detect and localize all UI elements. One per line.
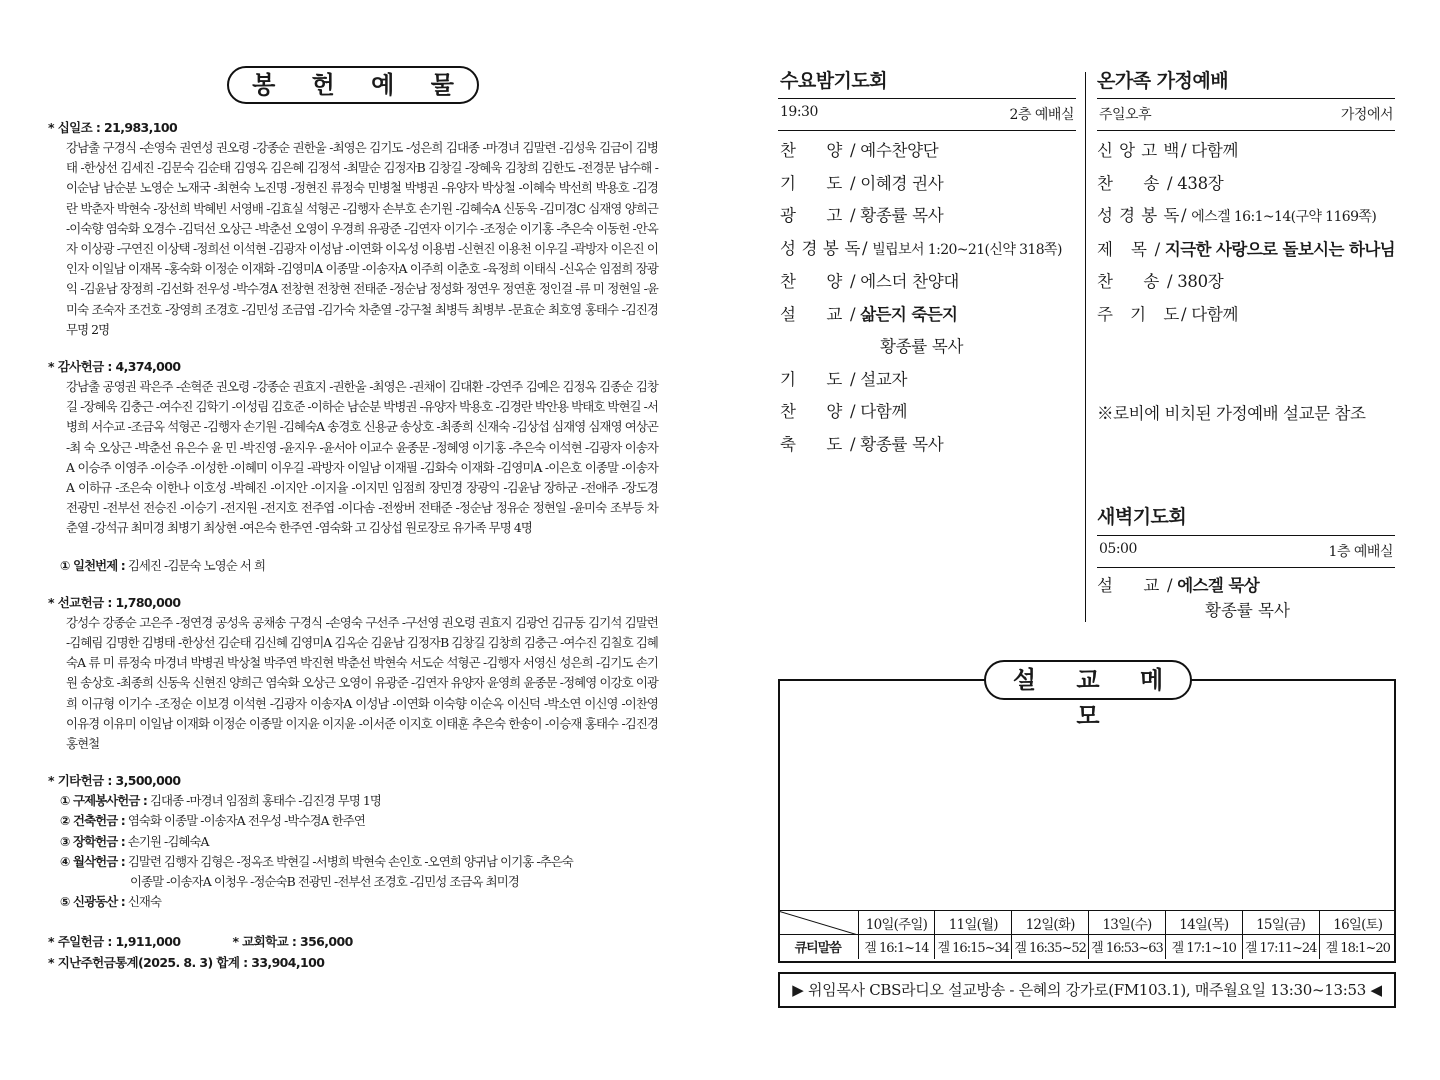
wed-label: 찬 양 [780,272,842,291]
qt-passage: 겔 17:11~24 [1242,935,1319,959]
family-row [1097,168,1395,201]
radio-broadcast-banner: ▶ 위임목사 CBS라디오 설교방송 - 은혜의 강가로(FM103.1), 매주월요일 13:30~13:53 ◀ [778,972,1396,1008]
family-value: / 에스겔 16:1~14(구약 1169쪽) [1181,206,1377,225]
other-item [48,892,658,912]
qt-passage: 겔 16:53~63 [1089,935,1166,959]
family-value: / 지극한 사랑으로 돌보시는 하나님 [1154,239,1395,259]
building-names: 염숙화 이종말 -이송자A 전우성 -박수경A 한주연 [127,813,365,829]
mission-names: 강성수 강종순 고은주 -정연경 공성욱 공채송 구경식 -손영숙 구선주 -구선영 권오령 권효지 김광언 김규동 김기석 김말련 -김혜림 김명한 김병태 -한상선 김순태 김신혜 김영미A 김옥순 김윤남 김정자B 김창길 김창희 김충근 -여수진 김칠호 김혜숙A 류 미 류정숙 마경녀 박병권 박상철 박주연 박진현 박춘선 박현숙 서도순 석형곤 -김행자 서영신 성은희 -김기도 손기원 송상호 -최종희 신동욱 신현진 양희근 염숙화 오상근 오영이 유광준 -김연자 유양자 윤영희 윤종문 -정혜영 이강호 이광희 이규형 이기수 -조정순 이보경 이석현 -김광자 이송자A 이성남 -이연화 이숙향 이순옥 이신덕 -박소연 이신영 -이찬영 이유경 이유미 이일남 이재화 이정순 이종말 이지윤 이지윤 -이서준 이지호 이태훈 추은숙 한송이 -이승재 홍태수 -김진경 홍현철 [66,614,658,752]
family-title: 온가족 가정예배 [1097,70,1229,92]
first-thousand-section [48,556,658,576]
dawn-place: 1층 예배실 [1328,544,1393,560]
other-item [48,811,658,831]
wed-value: / 이혜경 권사 [850,173,944,193]
tithe-heading: * 십일조 : 21,983,100 [48,120,178,135]
wed-row [780,266,1076,299]
first-thousand-line [48,556,658,576]
family-value: / 380장 [1167,272,1224,291]
qt-day: 12일(화) [1012,911,1089,935]
scholarship-label: ③ 장학헌금 : [60,833,125,849]
other-section [48,771,658,912]
wed-label: 기 도 [780,369,842,389]
offering-title: 봉 헌 예 물 [227,66,479,104]
wednesday-meta [778,98,1076,131]
family-label: 주 기 도 [1097,304,1179,324]
qt-day: 13일(수) [1089,911,1166,935]
family-value: / 다함께 [1181,141,1239,160]
wed-value: / 다함께 [850,402,908,421]
qt-day: 15일(금) [1242,911,1319,935]
qt-corner-cell [778,911,858,935]
family-row [1097,234,1395,267]
qt-passages-row [778,935,1396,959]
other-item [48,852,658,892]
qt-day: 11일(월) [935,911,1012,935]
qt-days-row [778,911,1396,935]
wednesday-title: 수요밤기도회 [780,70,888,92]
qt-passage: 겔 16:15~34 [935,935,1012,959]
dawn-order [1097,568,1395,624]
last-week-total: * 지난주헌금통계(2025. 8. 3) 합계 : 33,904,100 [48,954,325,970]
family-label: 찬 송 [1097,272,1159,291]
family-row [1097,299,1395,332]
wed-label: 찬 양 [780,141,842,160]
qt-day: 14일(목) [1165,911,1242,935]
mission-section [48,593,658,754]
qt-day: 16일(토) [1319,911,1396,935]
wed-row [780,396,1076,429]
family-order [1097,131,1395,331]
other-item [48,791,658,811]
monthly-names-cont: 이종말 -이송자A 이청우 -정순숙B 전광민 -전부선 조경호 -김민성 조금옥 최미경 [130,874,519,890]
wed-value: / 황종률 목사 [850,434,944,454]
wednesday-place: 2층 예배실 [1009,107,1074,123]
wed-row [780,168,1076,201]
dawn-time: 05:00 [1099,541,1137,557]
sermon-memo-title: 설 교 메 모 [984,660,1192,700]
wed-row [780,233,1076,267]
sunday-school-line [48,931,658,952]
family-value: / 438장 [1167,173,1224,193]
dawn-prayer-section [1097,502,1395,624]
wed-label: 광 고 [780,206,842,225]
wed-label: 성 경 봉 독 [780,238,860,258]
tithe-section [48,118,658,340]
monthly-names: 김말련 김행자 김형은 -정옥조 박현길 -서병희 박현숙 손인호 -오연희 양귀남 이기홍 -추은숙 [127,853,573,869]
first-thousand-label: ① 일천번제 : [60,557,125,573]
scholarship-names: 손기원 -김혜숙A [127,833,209,849]
family-value: / 다함께 [1181,304,1239,324]
family-worship-section [1097,66,1395,331]
wed-label: 설 교 [780,304,842,324]
wed-label: 기 도 [780,173,842,193]
family-row [1097,200,1395,234]
wednesday-order [778,131,1076,461]
other-heading: * 기타헌금 : 3,500,000 [48,773,181,789]
wednesday-section [778,66,1076,461]
family-label: 신 앙 고 백 [1097,141,1179,160]
dawn-sermon-row [1097,574,1395,598]
wed-label: 축 도 [780,434,842,454]
school-offering: * 교회학교 : 356,000 [232,933,353,949]
sunday-offering: * 주일헌금 : 1,911,000 [48,933,181,949]
first-thousand-names: 김세진 -김문숙 노영순 서 희 [127,557,266,573]
wed-row [780,200,1076,233]
relief-label: ① 구제봉사헌금 : [60,793,147,809]
thanks-heading: * 감사헌금 : 4,374,000 [48,359,181,375]
offering-column [48,66,658,973]
thanks-section [48,357,658,539]
family-label: 성 경 봉 독 [1097,206,1179,225]
family-meta [1097,98,1395,131]
family-place: 가정에서 [1340,107,1393,123]
monthly-label: ④ 월삭헌금 : [60,853,125,869]
wednesday-time: 19:30 [780,104,818,120]
shingwang-label: ⑤ 신광동산 : [60,894,125,910]
wed-preacher: 황종률 목사 [880,337,964,356]
family-row [1097,266,1395,299]
family-note: ※로비에 비치된 가정예배 설교문 참조 [1097,404,1366,423]
wed-row [780,429,1076,462]
wed-value: / 예수찬양단 [850,141,939,160]
qt-day: 10일(주일) [858,911,935,935]
qt-table [778,910,1396,959]
family-label: 찬 송 [1097,173,1159,193]
shingwang-names: 신재숙 [127,894,162,910]
family-row [1097,135,1395,168]
dawn-preacher: 황종률 목사 [1205,601,1290,620]
qt-label: 큐티말씀 [778,935,858,959]
qt-passage: 겔 16:35~52 [1012,935,1089,959]
qt-passage: 겔 16:1~14 [858,935,935,959]
diagonal-line [778,911,858,935]
wed-value: / 에스더 찬양대 [850,272,959,291]
family-label: 제 목 [1097,239,1147,259]
column-divider [1085,72,1086,622]
relief-names: 김대종 -마경녀 임점희 홍태수 -김진경 무명 1명 [149,793,381,809]
dawn-sermon-label: 설 교 [1097,576,1159,595]
wed-value: / 황종률 목사 [850,206,944,225]
qt-passage: 겔 17:1~10 [1165,935,1242,959]
dawn-title: 새벽기도회 [1097,506,1187,528]
wed-value: / 빌립보서 1:20~21(신약 318쪽) [862,238,1062,258]
wed-value: / 삶든지 죽든지 [850,304,958,324]
wed-row [780,364,1076,397]
tithe-names: 강남출 구경식 -손영숙 권연성 권오령 -강종순 권한울 -최영은 김기도 -성은희 김대종 -마경녀 김말련 -김성욱 김금이 김병태 -한상선 김세진 -김문숙 김순태 김영옥 김은혜 김정석 -최말순 김정자B 김창길 -장혜욱 김창희 김한도 -전경문 남수해 -이순남 남순분 노영순 노재국 -최현숙 노진명 -정현진 류정숙 민병철 박병권 -유양자 박상철 -이혜숙 박선희 박용호 -김경란 박춘자 박현숙 -장선희 박혜빈 서영배 -김효실 석형곤 -김행자 손부호 손기원 -김혜숙A 신동욱 -김미경C 심재영 양희근 -이숙향 염숙화 오경수 -김덕선 오상근 -박춘선 오영이 우경희 유광준 -김연자 이기수 -조정순 이기홍 -추은숙 이동헌 -안옥자 이상광 -구연진 이상택 -정희선 이석현 -김광자 이성남 -이연화 이옥성 이용범 -신현진 이용천 이우길 -곽방자 이은진 이인자 이일남 이재목 -홍숙화 이정순 이재화 -김영미A 이종말 -이송자A 이주희 이춘호 -육정희 이태식 -신옥순 임점희 장광익 -김윤남 장정희 -김선화 전우성 -박수경A 전창현 전창현 전태준 -정순남 정성화 정연우 정연훈 정인걸 -류 미 정현일 -윤미숙 조숙자 조건호 -장영희 조경호 -김민성 조금엽 -김가숙 차춘열 -강구철 최병득 최병부 -문효순 최호영 홍태수 -김진경 무명 2명 [66,140,658,337]
mission-heading: * 선교헌금 : 1,780,000 [48,594,181,610]
qt-passage: 겔 18:1~20 [1319,935,1396,959]
thanks-names: 강남출 공영권 곽은주 -손혁준 권오령 -강종순 권효지 -권한울 -최영은 -권채이 김대환 -강연주 김예은 김정옥 김종순 김창길 -장혜욱 김충근 -여수진 김학기 -이성림 김호준 -이하순 남순분 박병권 -유양자 박용호 -김경란 박안용 박태호 박현길 -서병희 서수교 -조금옥 석형곤 -김행자 손기원 -김혜숙A 송경호 신용균 송상호 -최종희 신재숙 -김상섭 심재영 심재영 여상곤 -최 숙 오상근 -박춘선 유은수 윤 민 -박진영 -윤지우 -윤서아 이교수 윤종문 -정혜영 이기홍 -추은숙 이석현 -김광자 이송자A 이승주 이영주 -이승주 -이성한 -이혜미 이우길 -곽방자 이일남 이재필 -김화숙 이재화 -김영미A -이은호 이종말 -이송자A 이하규 -조은숙 이한나 이호성 -박혜진 -이지안 -이지율 -이지민 임점희 장민경 장광익 -김윤남 장하군 -전애주 -장도경 전광민 -전부선 전승진 -이승기 -전지원 -전지호 전주엽 -이다솜 -전쌍버 전태준 -정순남 정유순 정현일 -윤미숙 조부등 차춘열 -강석규 최미경 최병기 최상현 -여은숙 한주연 -염숙화 고 김상섭 원로장로 유가족 무명 4명 [66,379,658,536]
wed-label: 찬 양 [780,402,842,421]
wed-value: / 설교자 [850,369,908,389]
dawn-meta [1097,535,1395,568]
totals-section [48,931,658,973]
dawn-sermon-value: / 에스겔 묵상 [1167,576,1260,595]
other-item [48,832,658,852]
wed-row [780,299,1076,332]
family-time: 주일오후 [1099,107,1152,123]
wed-row [780,135,1076,168]
building-label: ② 건축헌금 : [60,813,125,829]
